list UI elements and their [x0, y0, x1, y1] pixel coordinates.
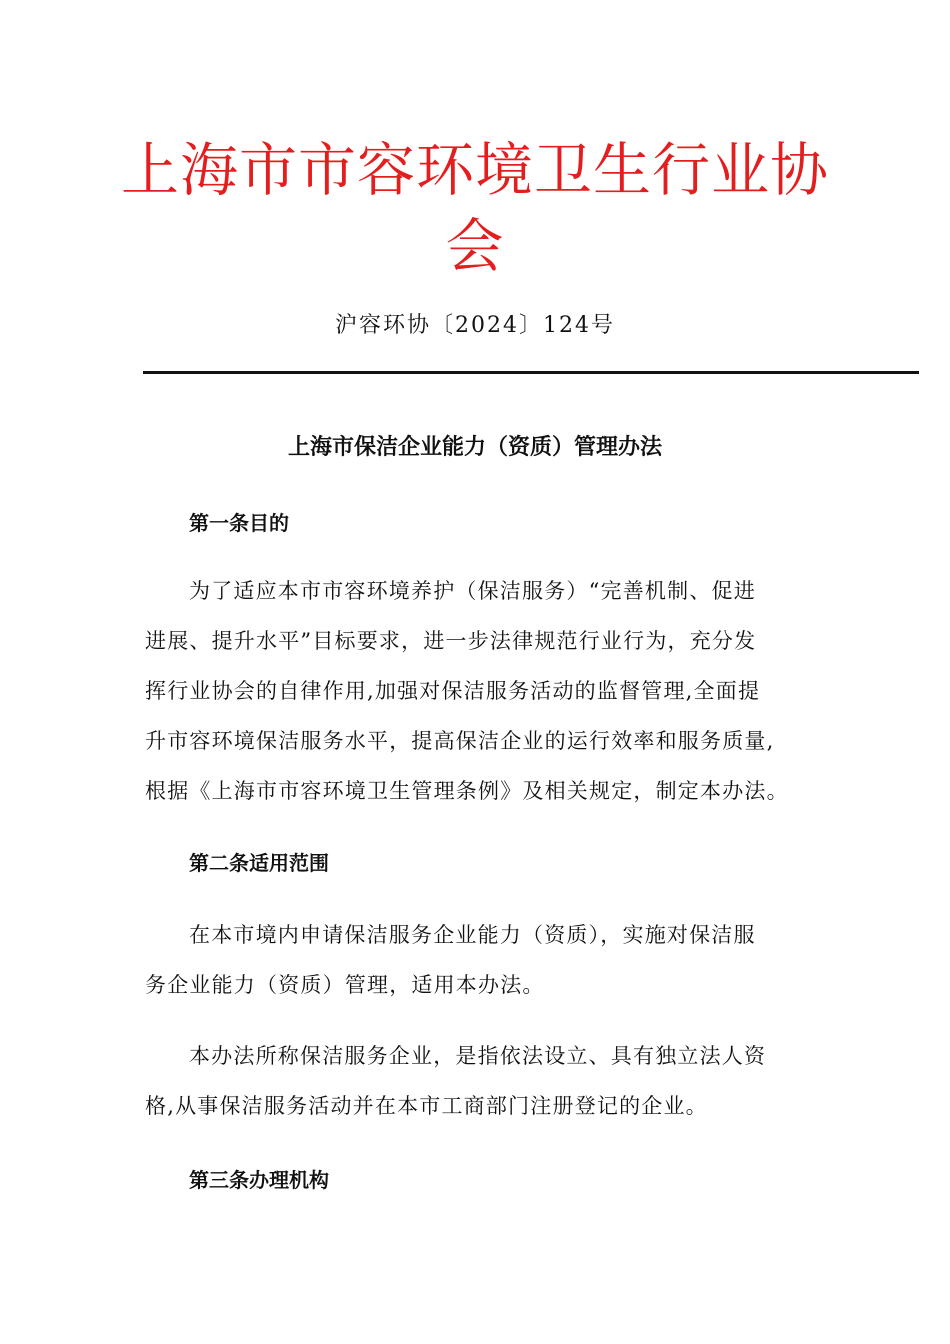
org-title-line2: 会 — [445, 212, 505, 280]
section-heading-3: 第三条办理机构 — [189, 1168, 329, 1192]
paragraph-line: 本办法所称保洁服务企业，是指依法设立、具有独立法人资 — [189, 1044, 767, 1068]
section-1-paragraph-1 — [145, 566, 805, 816]
header-divider — [143, 371, 919, 374]
paragraph-line: 在本市境内申请保洁服务企业能力（资质），实施对保洁服 — [189, 923, 756, 947]
section-heading-1: 第一条目的 — [189, 511, 289, 535]
paragraph-line: 为了适应本市市容环境养护（保洁服务）“完善机制、促进 — [189, 579, 756, 603]
document-title: 上海市保洁企业能力（资质）管理办法 — [287, 435, 662, 460]
section-2-paragraph-2 — [145, 1031, 805, 1131]
paragraph-line: 升市容环境保洁服务水平，提高保洁企业的运行效率和服务质量, — [145, 729, 775, 753]
section-2-paragraph-1 — [145, 910, 805, 1010]
doc-number: 沪容环协〔2024〕124号 — [335, 313, 615, 338]
paragraph-line: 务企业能力（资质）管理，适用本办法。 — [145, 973, 545, 997]
section-heading-2: 第二条适用范围 — [189, 851, 329, 875]
paragraph-line: 进展、提升水平”目标要求，进一步法律规范行业行为，充分发 — [145, 629, 757, 653]
paragraph-line: 挥行业协会的自律作用,加强对保洁服务活动的监督管理,全面提 — [145, 679, 761, 703]
paragraph-line: 根据《上海市市容环境卫生管理条例》及相关规定，制定本办法。 — [145, 779, 789, 803]
org-title-line1: 上海市市容环境卫生行业协 — [120, 136, 829, 204]
paragraph-line: 格,从事保洁服务活动并在本市工商部门注册登记的企业。 — [145, 1094, 708, 1118]
